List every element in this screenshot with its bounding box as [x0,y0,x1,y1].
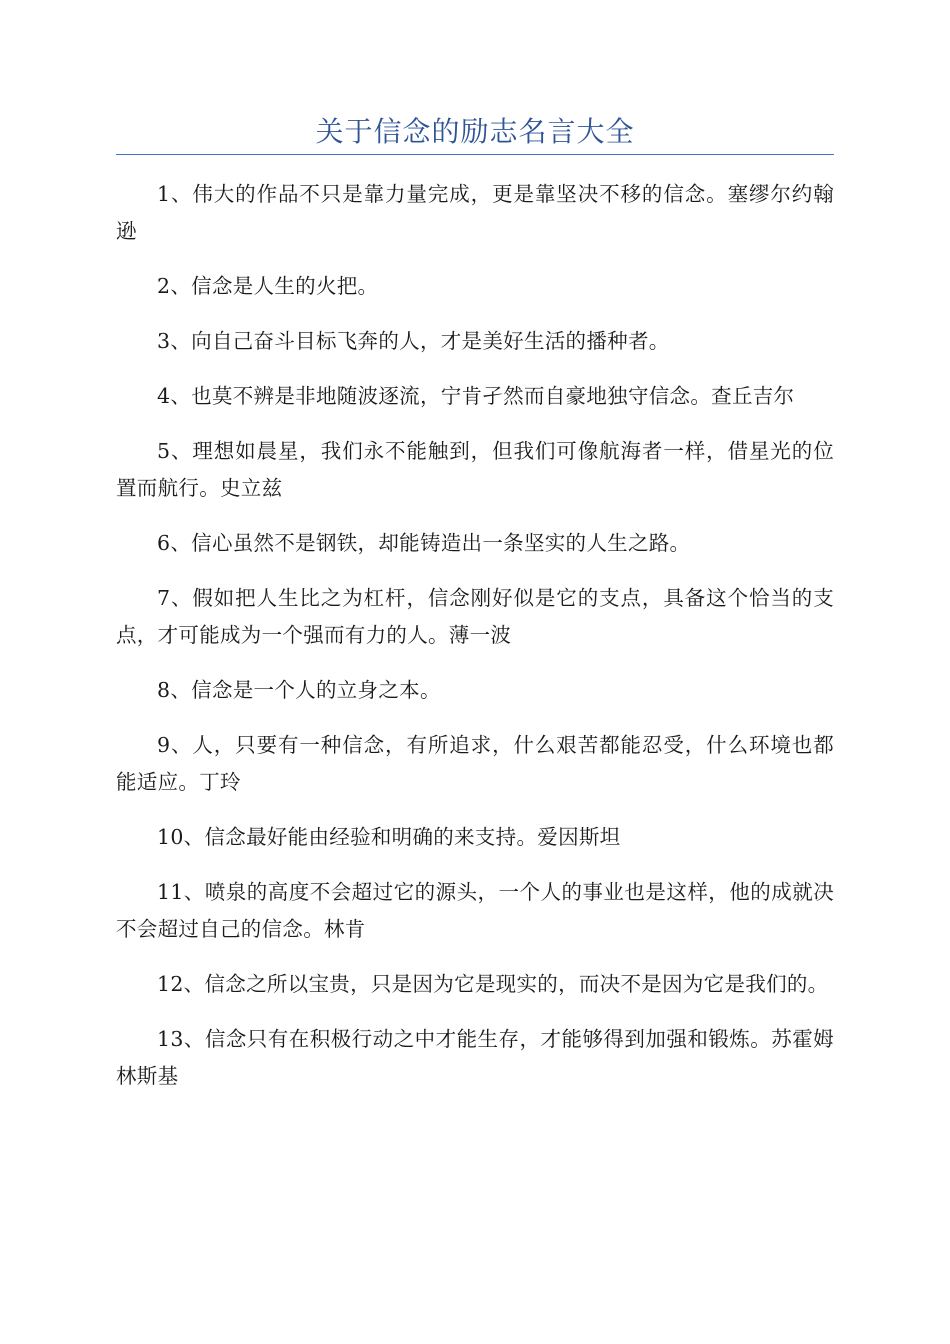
quote-item: 12、信念之所以宝贵，只是因为它是现实的，而决不是因为它是我们的。 [157,972,829,996]
quote-item: 6、信心虽然不是钢铁，却能铸造出一条坚实的人生之路。 [157,531,691,555]
quote-item: 11、喷泉的高度不会超过它的源头，一个人的事业也是这样，他的成就决不会超过自己的信念。林肯 [116,880,834,941]
title-underline [116,154,834,155]
quote-item: 5、理想如晨星，我们永不能触到，但我们可像航海者一样，借星光的位置而航行。史立兹 [116,439,834,500]
quote-list [116,176,834,1113]
quote-item: 9、人，只要有一种信念，有所追求，什么艰苦都能忍受，什么环境也都能适应。丁玲 [116,733,834,794]
quote-item: 13、信念只有在积极行动之中才能生存，才能够得到加强和锻炼。苏霍姆林斯基 [116,1027,834,1088]
quote-item: 10、信念最好能由经验和明确的来支持。爱因斯坦 [157,825,621,849]
document-title: 关于信念的励志名言大全 [315,115,635,148]
quote-item: 4、也莫不辨是非地随波逐流，宁肯孑然而自豪地独守信念。查丘吉尔 [157,384,795,408]
quote-item: 3、向自己奋斗目标飞奔的人，才是美好生活的播种者。 [157,329,670,353]
quote-item: 7、假如把人生比之为杠杆，信念刚好似是它的支点，具备这个恰当的支点，才可能成为一个强而有力的人。薄一波 [116,586,834,647]
quote-item: 2、信念是人生的火把。 [157,274,379,298]
quote-item: 1、伟大的作品不只是靠力量完成，更是靠坚决不移的信念。塞缪尔约翰逊 [116,182,834,243]
quote-item: 8、信念是一个人的立身之本。 [157,678,441,702]
